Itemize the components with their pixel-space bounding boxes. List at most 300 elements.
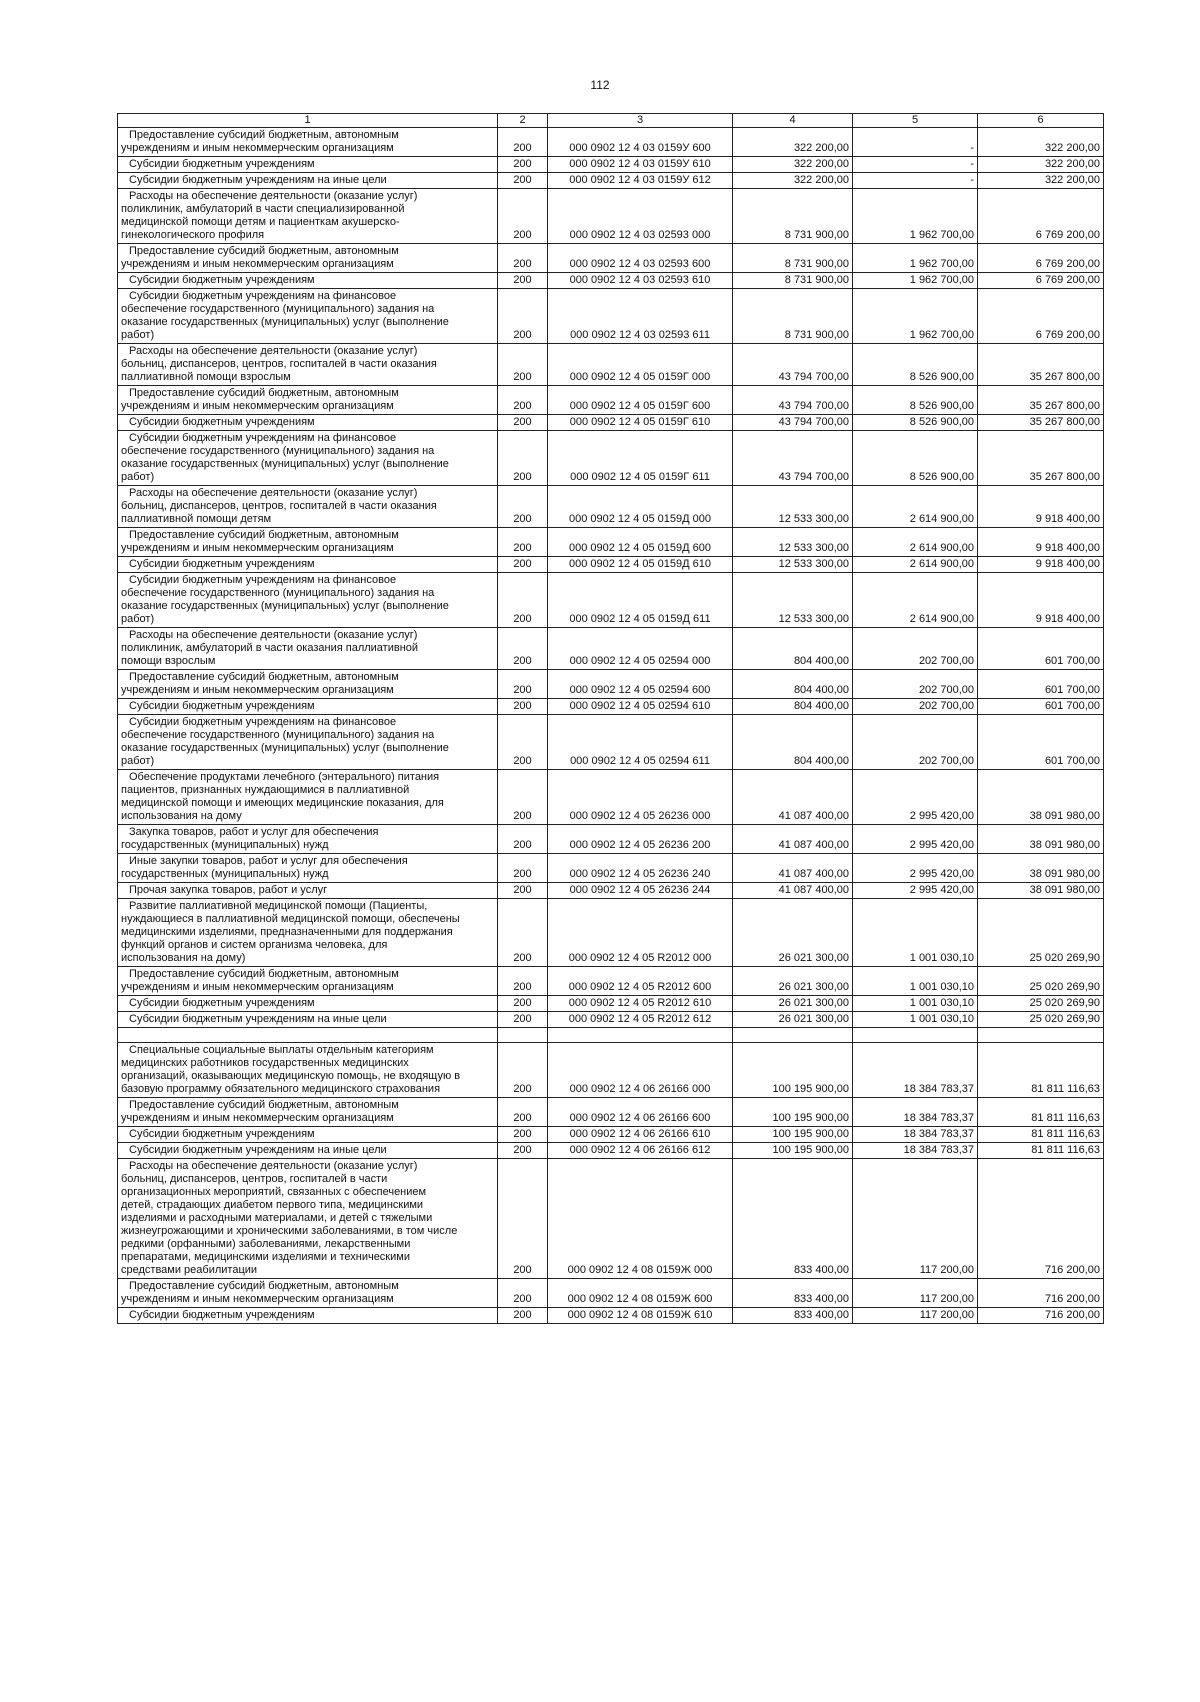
row-grbs-code: 200 bbox=[498, 825, 548, 854]
row-grbs-code: 200 bbox=[498, 273, 548, 289]
description-line: нуждающиеся в паллиативной медицинской помощи, обеспечены bbox=[121, 913, 460, 925]
table-row bbox=[118, 883, 1104, 899]
row-description bbox=[118, 386, 498, 415]
row-amount-total: 833 400,00 bbox=[733, 1308, 853, 1324]
row-amount-result: 38 091 980,00 bbox=[978, 825, 1104, 854]
row-description bbox=[118, 1279, 498, 1308]
description-line: Субсидии бюджетным учреждениям на финансовое bbox=[129, 716, 397, 728]
row-grbs-code: 200 bbox=[498, 1127, 548, 1143]
row-grbs-code: 200 bbox=[498, 386, 548, 415]
table-row bbox=[118, 173, 1104, 189]
description-line: больниц, диспансеров, центров, госпиталей в части оказания bbox=[121, 358, 437, 370]
row-amount-result: 601 700,00 bbox=[978, 628, 1104, 670]
row-budget-code: 000 0902 12 4 03 0159У 612 bbox=[548, 173, 733, 189]
row-amount-result: 601 700,00 bbox=[978, 670, 1104, 699]
row-amount-total: 43 794 700,00 bbox=[733, 344, 853, 386]
row-amount-result: 322 200,00 bbox=[978, 128, 1104, 157]
row-budget-code: 000 0902 12 4 03 02593 611 bbox=[548, 289, 733, 344]
row-amount-result: 25 020 269,90 bbox=[978, 996, 1104, 1012]
row-amount-result: 322 200,00 bbox=[978, 173, 1104, 189]
row-amount-change: 202 700,00 bbox=[853, 715, 978, 770]
description-line: медицинскими изделиями, предназначенными для поддержания bbox=[121, 926, 453, 938]
row-amount-total: 322 200,00 bbox=[733, 173, 853, 189]
row-grbs-code: 200 bbox=[498, 244, 548, 273]
row-amount-total: 12 533 300,00 bbox=[733, 573, 853, 628]
row-amount-result: 9 918 400,00 bbox=[978, 573, 1104, 628]
description-line: медицинской помощи и имеющих медицинские показания, для bbox=[121, 797, 444, 809]
row-amount-result: 35 267 800,00 bbox=[978, 386, 1104, 415]
row-grbs-code: 200 bbox=[498, 557, 548, 573]
description-line: использования на дому) bbox=[121, 952, 246, 964]
row-amount-total: 322 200,00 bbox=[733, 157, 853, 173]
row-amount-result: 38 091 980,00 bbox=[978, 883, 1104, 899]
row-amount-change: 1 962 700,00 bbox=[853, 244, 978, 273]
table-row bbox=[118, 628, 1104, 670]
description-line: Субсидии бюджетным учреждениям bbox=[129, 558, 315, 570]
table-row bbox=[118, 128, 1104, 157]
row-amount-result: 6 769 200,00 bbox=[978, 189, 1104, 244]
row-grbs-code: 200 bbox=[498, 1012, 548, 1028]
row-budget-code: 000 0902 12 4 03 02593 610 bbox=[548, 273, 733, 289]
table-row bbox=[118, 996, 1104, 1012]
table-row bbox=[118, 344, 1104, 386]
row-amount-change: 117 200,00 bbox=[853, 1279, 978, 1308]
table-row bbox=[118, 431, 1104, 486]
spacer-cell bbox=[853, 1028, 978, 1043]
row-description bbox=[118, 1098, 498, 1127]
description-line: оказание государственных (муниципальных) услуг (выполнение bbox=[121, 316, 449, 328]
table-row bbox=[118, 1159, 1104, 1279]
row-amount-change: 18 384 783,37 bbox=[853, 1043, 978, 1098]
row-amount-total: 804 400,00 bbox=[733, 699, 853, 715]
row-amount-result: 25 020 269,90 bbox=[978, 1012, 1104, 1028]
row-amount-change: 1 001 030,10 bbox=[853, 967, 978, 996]
row-amount-total: 8 731 900,00 bbox=[733, 244, 853, 273]
description-line: медицинской помощи детям и пациенткам акушерско- bbox=[121, 216, 400, 228]
row-budget-code: 000 0902 12 4 05 26236 244 bbox=[548, 883, 733, 899]
description-line: Субсидии бюджетным учреждениям на финансовое bbox=[129, 574, 397, 586]
row-description bbox=[118, 670, 498, 699]
row-description bbox=[118, 431, 498, 486]
description-line: оказание государственных (муниципальных) услуг (выполнение bbox=[121, 600, 449, 612]
row-description bbox=[118, 573, 498, 628]
table-row bbox=[118, 1012, 1104, 1028]
row-grbs-code: 200 bbox=[498, 1308, 548, 1324]
row-amount-change: - bbox=[853, 157, 978, 173]
row-amount-result: 25 020 269,90 bbox=[978, 899, 1104, 967]
row-amount-result: 9 918 400,00 bbox=[978, 486, 1104, 528]
row-description bbox=[118, 1308, 498, 1324]
row-amount-change: 2 995 420,00 bbox=[853, 883, 978, 899]
description-line: Предоставление субсидий бюджетным, автономным bbox=[129, 1280, 399, 1292]
row-grbs-code: 200 bbox=[498, 770, 548, 825]
row-budget-code: 000 0902 12 4 03 0159У 600 bbox=[548, 128, 733, 157]
row-amount-total: 12 533 300,00 bbox=[733, 528, 853, 557]
description-line: государственных (муниципальных) нужд bbox=[121, 839, 329, 851]
row-amount-change: 202 700,00 bbox=[853, 670, 978, 699]
row-budget-code: 000 0902 12 4 08 0159Ж 000 bbox=[548, 1159, 733, 1279]
row-amount-change: - bbox=[853, 173, 978, 189]
row-amount-total: 804 400,00 bbox=[733, 715, 853, 770]
description-line: Субсидии бюджетным учреждениям на финансовое bbox=[129, 290, 397, 302]
header-col-2: 2 bbox=[498, 114, 548, 128]
row-amount-total: 100 195 900,00 bbox=[733, 1043, 853, 1098]
row-amount-total: 41 087 400,00 bbox=[733, 883, 853, 899]
table-row bbox=[118, 1127, 1104, 1143]
row-budget-code: 000 0902 12 4 06 26166 600 bbox=[548, 1098, 733, 1127]
description-line: государственных (муниципальных) нужд bbox=[121, 868, 329, 880]
description-line: Развитие паллиативной медицинской помощи (Пациенты, bbox=[129, 900, 428, 912]
row-budget-code: 000 0902 12 4 03 02593 600 bbox=[548, 244, 733, 273]
row-budget-code: 000 0902 12 4 05 0159Г 610 bbox=[548, 415, 733, 431]
row-description bbox=[118, 486, 498, 528]
row-description bbox=[118, 289, 498, 344]
row-amount-total: 26 021 300,00 bbox=[733, 967, 853, 996]
row-description bbox=[118, 189, 498, 244]
row-amount-total: 8 731 900,00 bbox=[733, 289, 853, 344]
row-amount-result: 35 267 800,00 bbox=[978, 431, 1104, 486]
description-line: Субсидии бюджетным учреждениям bbox=[129, 997, 315, 1009]
row-amount-change: 1 001 030,10 bbox=[853, 996, 978, 1012]
row-budget-code: 000 0902 12 4 05 02594 610 bbox=[548, 699, 733, 715]
row-description bbox=[118, 628, 498, 670]
row-amount-change: 18 384 783,37 bbox=[853, 1098, 978, 1127]
row-description bbox=[118, 899, 498, 967]
row-amount-change: 2 614 900,00 bbox=[853, 486, 978, 528]
row-budget-code: 000 0902 12 4 05 26236 000 bbox=[548, 770, 733, 825]
description-line: работ) bbox=[121, 755, 155, 767]
row-description bbox=[118, 1143, 498, 1159]
description-line: учреждениям и иным некоммерческим организациям bbox=[121, 1293, 394, 1305]
table-row bbox=[118, 770, 1104, 825]
row-amount-total: 100 195 900,00 bbox=[733, 1143, 853, 1159]
description-line: Субсидии бюджетным учреждениям bbox=[129, 1128, 315, 1140]
row-budget-code: 000 0902 12 4 05 0159Д 600 bbox=[548, 528, 733, 557]
row-description bbox=[118, 770, 498, 825]
row-budget-code: 000 0902 12 4 06 26166 610 bbox=[548, 1127, 733, 1143]
description-line: поликлиник, амбулаторий в части специализированной bbox=[121, 203, 405, 215]
row-amount-result: 81 811 116,63 bbox=[978, 1127, 1104, 1143]
row-description bbox=[118, 128, 498, 157]
description-line: Расходы на обеспечение деятельности (оказание услуг) bbox=[129, 190, 418, 202]
row-amount-result: 601 700,00 bbox=[978, 715, 1104, 770]
row-grbs-code: 200 bbox=[498, 699, 548, 715]
row-budget-code: 000 0902 12 4 03 0159У 610 bbox=[548, 157, 733, 173]
row-amount-result: 35 267 800,00 bbox=[978, 344, 1104, 386]
row-amount-change: 8 526 900,00 bbox=[853, 344, 978, 386]
table-row bbox=[118, 528, 1104, 557]
row-amount-total: 12 533 300,00 bbox=[733, 557, 853, 573]
row-budget-code: 000 0902 12 4 05 0159Д 000 bbox=[548, 486, 733, 528]
row-amount-total: 12 533 300,00 bbox=[733, 486, 853, 528]
row-amount-change: 202 700,00 bbox=[853, 628, 978, 670]
row-amount-total: 322 200,00 bbox=[733, 128, 853, 157]
row-amount-total: 41 087 400,00 bbox=[733, 854, 853, 883]
row-description bbox=[118, 273, 498, 289]
row-amount-change: 2 614 900,00 bbox=[853, 557, 978, 573]
row-amount-change: 1 962 700,00 bbox=[853, 273, 978, 289]
row-grbs-code: 200 bbox=[498, 1098, 548, 1127]
row-budget-code: 000 0902 12 4 05 02594 600 bbox=[548, 670, 733, 699]
row-amount-change: 202 700,00 bbox=[853, 699, 978, 715]
row-description bbox=[118, 967, 498, 996]
table-row bbox=[118, 573, 1104, 628]
description-line: работ) bbox=[121, 613, 155, 625]
row-amount-change: - bbox=[853, 128, 978, 157]
description-line: Субсидии бюджетным учреждениям bbox=[129, 274, 315, 286]
row-budget-code: 000 0902 12 4 06 26166 000 bbox=[548, 1043, 733, 1098]
description-line: Субсидии бюджетным учреждениям bbox=[129, 1309, 315, 1321]
table-row bbox=[118, 557, 1104, 573]
row-amount-result: 38 091 980,00 bbox=[978, 854, 1104, 883]
row-amount-change: 2 995 420,00 bbox=[853, 854, 978, 883]
row-budget-code: 000 0902 12 4 05 02594 000 bbox=[548, 628, 733, 670]
row-description bbox=[118, 854, 498, 883]
description-line: Субсидии бюджетным учреждениям на иные цели bbox=[129, 1144, 387, 1156]
description-line: обеспечение государственного (муниципального) задания на bbox=[121, 587, 435, 599]
row-amount-change: 8 526 900,00 bbox=[853, 431, 978, 486]
row-amount-result: 38 091 980,00 bbox=[978, 770, 1104, 825]
row-grbs-code: 200 bbox=[498, 628, 548, 670]
description-line: учреждениям и иным некоммерческим организациям bbox=[121, 981, 394, 993]
row-budget-code: 000 0902 12 4 05 26236 200 bbox=[548, 825, 733, 854]
table-row bbox=[118, 1143, 1104, 1159]
description-line: средствами реабилитации bbox=[121, 1264, 258, 1276]
description-line: Предоставление субсидий бюджетным, автономным bbox=[129, 968, 399, 980]
description-line: учреждениям и иным некоммерческим организациям bbox=[121, 1112, 394, 1124]
description-line: Субсидии бюджетным учреждениям bbox=[129, 158, 315, 170]
row-amount-total: 100 195 900,00 bbox=[733, 1098, 853, 1127]
row-amount-change: 8 526 900,00 bbox=[853, 386, 978, 415]
row-grbs-code: 200 bbox=[498, 157, 548, 173]
row-description bbox=[118, 825, 498, 854]
row-grbs-code: 200 bbox=[498, 173, 548, 189]
row-budget-code: 000 0902 12 4 05 0159Д 610 bbox=[548, 557, 733, 573]
row-amount-result: 25 020 269,90 bbox=[978, 967, 1104, 996]
table-row bbox=[118, 1098, 1104, 1127]
row-description bbox=[118, 244, 498, 273]
header-col-1: 1 bbox=[118, 114, 498, 128]
spacer-cell bbox=[733, 1028, 853, 1043]
page-number: 112 bbox=[590, 78, 610, 92]
description-line: изделиями и расходными материалами, и детей с тяжелыми bbox=[121, 1212, 433, 1224]
row-amount-result: 6 769 200,00 bbox=[978, 273, 1104, 289]
description-line: жизнеугрожающими и хроническими заболеваниями, в том числе bbox=[121, 1225, 458, 1237]
description-line: помощи взрослым bbox=[121, 655, 216, 667]
table-row bbox=[118, 967, 1104, 996]
row-description bbox=[118, 1159, 498, 1279]
row-amount-total: 804 400,00 bbox=[733, 670, 853, 699]
row-budget-code: 000 0902 12 4 05 0159Г 000 bbox=[548, 344, 733, 386]
description-line: Специальные социальные выплаты отдельным категориям bbox=[129, 1044, 434, 1056]
row-budget-code: 000 0902 12 4 05 26236 240 bbox=[548, 854, 733, 883]
table-row bbox=[118, 825, 1104, 854]
row-amount-total: 26 021 300,00 bbox=[733, 1012, 853, 1028]
description-line: Обеспечение продуктами лечебного (энтерального) питания bbox=[129, 771, 440, 783]
table-body bbox=[118, 128, 1104, 1324]
description-line: обеспечение государственного (муниципального) задания на bbox=[121, 729, 435, 741]
description-line: медицинских работников государственных медицинских bbox=[121, 1057, 409, 1069]
row-amount-change: 18 384 783,37 bbox=[853, 1127, 978, 1143]
table-row bbox=[118, 189, 1104, 244]
spacer-cell bbox=[118, 1028, 498, 1043]
description-line: Субсидии бюджетным учреждениям на иные цели bbox=[129, 174, 387, 186]
table-row bbox=[118, 486, 1104, 528]
row-description bbox=[118, 557, 498, 573]
header-col-3: 3 bbox=[548, 114, 733, 128]
row-amount-total: 43 794 700,00 bbox=[733, 431, 853, 486]
description-line: больниц, диспансеров, центров, госпиталей в части оказания bbox=[121, 500, 437, 512]
description-line: Субсидии бюджетным учреждениям bbox=[129, 700, 315, 712]
row-budget-code: 000 0902 12 4 05 0159Г 611 bbox=[548, 431, 733, 486]
row-amount-result: 35 267 800,00 bbox=[978, 415, 1104, 431]
description-line: пациентов, признанных нуждающимися в паллиативной bbox=[121, 784, 410, 796]
description-line: работ) bbox=[121, 329, 155, 341]
row-amount-change: 2 995 420,00 bbox=[853, 770, 978, 825]
row-grbs-code: 200 bbox=[498, 670, 548, 699]
row-amount-result: 601 700,00 bbox=[978, 699, 1104, 715]
description-line: учреждениям и иным некоммерческим организациям bbox=[121, 142, 394, 154]
row-amount-total: 41 087 400,00 bbox=[733, 825, 853, 854]
row-amount-total: 833 400,00 bbox=[733, 1279, 853, 1308]
description-line: поликлиник, амбулаторий в части оказания паллиативной bbox=[121, 642, 419, 654]
description-line: оказание государственных (муниципальных) услуг (выполнение bbox=[121, 458, 449, 470]
description-line: Прочая закупка товаров, работ и услуг bbox=[129, 884, 328, 896]
table-row bbox=[118, 715, 1104, 770]
row-budget-code: 000 0902 12 4 05 R2012 612 bbox=[548, 1012, 733, 1028]
description-line: Иные закупки товаров, работ и услуг для обеспечения bbox=[129, 855, 408, 867]
header-row bbox=[118, 114, 1104, 128]
row-amount-change: 8 526 900,00 bbox=[853, 415, 978, 431]
description-line: больниц, диспансеров, центров, госпиталей в части bbox=[121, 1173, 388, 1185]
description-line: оказание государственных (муниципальных) услуг (выполнение bbox=[121, 742, 449, 754]
description-line: учреждениям и иным некоммерческим организациям bbox=[121, 684, 394, 696]
row-description bbox=[118, 715, 498, 770]
description-line: Предоставление субсидий бюджетным, автономным bbox=[129, 671, 399, 683]
table-row bbox=[118, 273, 1104, 289]
row-budget-code: 000 0902 12 4 05 0159Г 600 bbox=[548, 386, 733, 415]
row-amount-total: 8 731 900,00 bbox=[733, 189, 853, 244]
row-amount-result: 81 811 116,63 bbox=[978, 1143, 1104, 1159]
row-budget-code: 000 0902 12 4 06 26166 612 bbox=[548, 1143, 733, 1159]
description-line: паллиативной помощи детям bbox=[121, 513, 272, 525]
table-row bbox=[118, 415, 1104, 431]
description-line: Расходы на обеспечение деятельности (оказание услуг) bbox=[129, 1160, 418, 1172]
row-amount-result: 716 200,00 bbox=[978, 1159, 1104, 1279]
row-amount-total: 100 195 900,00 bbox=[733, 1127, 853, 1143]
description-line: Субсидии бюджетным учреждениям на финансовое bbox=[129, 432, 397, 444]
row-grbs-code: 200 bbox=[498, 573, 548, 628]
row-grbs-code: 200 bbox=[498, 996, 548, 1012]
description-line: использования на дому bbox=[121, 810, 242, 822]
table-row bbox=[118, 386, 1104, 415]
description-line: детей, страдающих диабетом первого типа, медицинскими bbox=[121, 1199, 424, 1211]
row-amount-total: 43 794 700,00 bbox=[733, 386, 853, 415]
description-line: базовую программу обязательного медицинского страхования bbox=[121, 1083, 441, 1095]
row-grbs-code: 200 bbox=[498, 1043, 548, 1098]
header-col-6: 6 bbox=[978, 114, 1104, 128]
description-line: препаратами, медицинскими изделиями и техническими bbox=[121, 1251, 410, 1263]
row-amount-result: 81 811 116,63 bbox=[978, 1043, 1104, 1098]
row-amount-change: 1 962 700,00 bbox=[853, 189, 978, 244]
budget-table bbox=[117, 113, 1104, 1324]
description-line: учреждениям и иным некоммерческим организациям bbox=[121, 542, 394, 554]
row-amount-total: 804 400,00 bbox=[733, 628, 853, 670]
row-amount-change: 2 995 420,00 bbox=[853, 825, 978, 854]
description-line: Предоставление субсидий бюджетным, автономным bbox=[129, 129, 399, 141]
table-row bbox=[118, 289, 1104, 344]
table-row bbox=[118, 699, 1104, 715]
spacer-cell bbox=[498, 1028, 548, 1043]
row-grbs-code: 200 bbox=[498, 128, 548, 157]
description-line: паллиативной помощи взрослым bbox=[121, 371, 291, 383]
row-amount-result: 6 769 200,00 bbox=[978, 244, 1104, 273]
row-description bbox=[118, 1012, 498, 1028]
row-grbs-code: 200 bbox=[498, 1279, 548, 1308]
row-grbs-code: 200 bbox=[498, 715, 548, 770]
description-line: редкими (орфанными) заболеваниями, лекарственными bbox=[121, 1238, 411, 1250]
row-description bbox=[118, 883, 498, 899]
row-grbs-code: 200 bbox=[498, 289, 548, 344]
row-amount-total: 26 021 300,00 bbox=[733, 899, 853, 967]
row-budget-code: 000 0902 12 4 03 02593 000 bbox=[548, 189, 733, 244]
description-line: Предоставление субсидий бюджетным, автономным bbox=[129, 387, 399, 399]
header-col-5: 5 bbox=[853, 114, 978, 128]
row-amount-result: 6 769 200,00 bbox=[978, 289, 1104, 344]
header-col-4: 4 bbox=[733, 114, 853, 128]
spacer-row bbox=[118, 1028, 1104, 1043]
row-amount-change: 2 614 900,00 bbox=[853, 573, 978, 628]
row-budget-code: 000 0902 12 4 08 0159Ж 600 bbox=[548, 1279, 733, 1308]
row-amount-change: 2 614 900,00 bbox=[853, 528, 978, 557]
row-description bbox=[118, 173, 498, 189]
row-budget-code: 000 0902 12 4 05 02594 611 bbox=[548, 715, 733, 770]
description-line: Закупка товаров, работ и услуг для обеспечения bbox=[129, 826, 379, 838]
table-row bbox=[118, 899, 1104, 967]
row-budget-code: 000 0902 12 4 05 R2012 600 bbox=[548, 967, 733, 996]
description-line: Предоставление субсидий бюджетным, автономным bbox=[129, 245, 399, 257]
description-line: работ) bbox=[121, 471, 155, 483]
description-line: Предоставление субсидий бюджетным, автономным bbox=[129, 529, 399, 541]
row-amount-total: 41 087 400,00 bbox=[733, 770, 853, 825]
description-line: Субсидии бюджетным учреждениям bbox=[129, 416, 315, 428]
description-line: учреждениям и иным некоммерческим организациям bbox=[121, 400, 394, 412]
row-amount-result: 322 200,00 bbox=[978, 157, 1104, 173]
description-line: Расходы на обеспечение деятельности (оказание услуг) bbox=[129, 487, 418, 499]
row-description bbox=[118, 1127, 498, 1143]
row-budget-code: 000 0902 12 4 05 R2012 000 bbox=[548, 899, 733, 967]
table-row bbox=[118, 1279, 1104, 1308]
row-grbs-code: 200 bbox=[498, 1143, 548, 1159]
description-line: функций органов и систем организма человека, для bbox=[121, 939, 388, 951]
row-amount-result: 9 918 400,00 bbox=[978, 557, 1104, 573]
row-amount-total: 43 794 700,00 bbox=[733, 415, 853, 431]
row-grbs-code: 200 bbox=[498, 431, 548, 486]
spacer-cell bbox=[548, 1028, 733, 1043]
row-grbs-code: 200 bbox=[498, 486, 548, 528]
row-budget-code: 000 0902 12 4 05 0159Д 611 bbox=[548, 573, 733, 628]
description-line: Предоставление субсидий бюджетным, автономным bbox=[129, 1099, 399, 1111]
row-grbs-code: 200 bbox=[498, 899, 548, 967]
row-description bbox=[118, 344, 498, 386]
row-amount-result: 9 918 400,00 bbox=[978, 528, 1104, 557]
description-line: обеспечение государственного (муниципального) задания на bbox=[121, 445, 435, 457]
row-grbs-code: 200 bbox=[498, 854, 548, 883]
row-amount-change: 117 200,00 bbox=[853, 1308, 978, 1324]
row-amount-change: 18 384 783,37 bbox=[853, 1143, 978, 1159]
description-line: организаций, оказывающих медицинскую помощь, не входящую в bbox=[121, 1070, 461, 1082]
row-amount-result: 716 200,00 bbox=[978, 1279, 1104, 1308]
